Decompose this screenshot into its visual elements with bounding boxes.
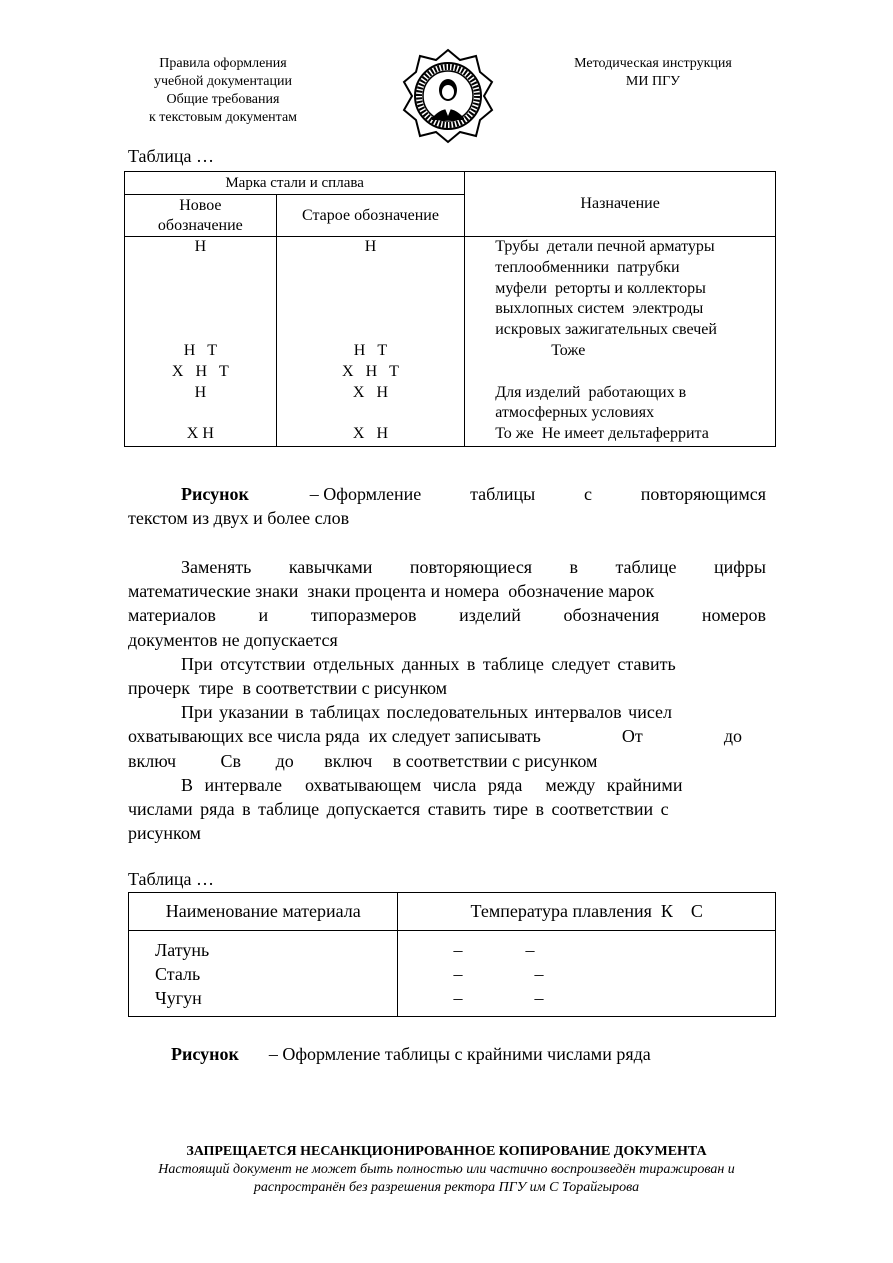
table1-caption: Таблица … xyxy=(128,146,214,166)
table-cell-line: выхлопных систем электроды xyxy=(495,300,704,318)
figure-label: Рисунок xyxy=(171,1044,239,1064)
figure-word: таблицы xyxy=(470,484,536,504)
copy-note-line: Настоящий документ не может быть полностью или частично воспроизведён тиражирован и xyxy=(158,1162,735,1177)
header-left xyxy=(118,55,328,127)
word: охватывающих все числа ряда их следует записывать xyxy=(128,726,541,747)
figure-label: Рисунок xyxy=(181,484,249,504)
table-cell-line: Н xyxy=(364,238,377,255)
copy-warning: ЗАПРЕЩАЕТСЯ НЕСАНКЦИОНИРОВАННОЕ КОПИРОВАНИЕ ДОКУМЕНТА xyxy=(186,1144,707,1159)
table-cell-line: искровых зажигательных свечей xyxy=(495,321,717,339)
paragraph-line: прочерк тире в соответствии с рисунком xyxy=(128,678,448,699)
word: номеров xyxy=(701,605,766,626)
table-cell-line: муфели реторты и коллекторы xyxy=(495,279,706,297)
word: до xyxy=(723,726,742,747)
header-left-line: учебной документации xyxy=(154,74,292,89)
header-right xyxy=(548,55,758,91)
figure-word: повторяющимся xyxy=(640,484,766,504)
col-new-header xyxy=(125,195,277,237)
table-cell-line xyxy=(277,258,465,279)
table-cell-line: То же Не имеет дельтаферрита xyxy=(495,425,709,443)
table-cell-line: Х Н xyxy=(352,425,389,443)
table-cell-line xyxy=(277,320,465,341)
word: Заменять xyxy=(181,557,252,577)
col-material-header: Наименование материала xyxy=(129,893,398,931)
table-cell-line: Н xyxy=(194,238,207,255)
header-right-line: Методическая инструкция xyxy=(574,56,732,71)
paragraph-line xyxy=(128,603,766,627)
table-cell-line: Х Н Т xyxy=(171,362,229,380)
paragraph-line: документов не допускается xyxy=(128,629,338,650)
table-cell-line: Х Н xyxy=(186,425,214,443)
table-cell-line xyxy=(277,279,465,300)
temperature-range: – – xyxy=(453,988,544,1008)
figure2-caption xyxy=(171,1042,651,1066)
figure-word: с xyxy=(584,484,592,504)
word: От xyxy=(621,726,643,747)
paragraph-line: рисунком xyxy=(128,823,201,844)
table-cell-line: Х Н xyxy=(352,383,389,401)
material-name: Чугун xyxy=(155,988,202,1008)
col-purpose-header: Назначение xyxy=(465,172,776,237)
melting-temperature-table xyxy=(128,892,776,1017)
table-cell-line: теплообменники патрубки xyxy=(495,258,680,276)
paragraph-line xyxy=(128,749,766,773)
temperature-range: – – xyxy=(453,940,535,960)
word: повторяющиеся xyxy=(409,557,533,577)
table-cell-line: Трубы детали печной арматуры xyxy=(495,238,715,255)
word: Св xyxy=(220,750,242,771)
table-cell-line xyxy=(125,320,276,341)
word: включ xyxy=(128,750,177,771)
word: типоразмеров xyxy=(310,605,417,626)
figure-text: – Оформление таблицы с крайними числами ряда xyxy=(268,1044,651,1064)
paragraph-line: При отсутствии отдельных данных в таблице следует ставить xyxy=(181,653,676,674)
footer xyxy=(100,1143,793,1197)
word: кавычками xyxy=(288,557,373,577)
university-seal-logo xyxy=(402,48,494,144)
old-designations-cell xyxy=(276,237,465,447)
header-left-line: Правила оформления xyxy=(159,56,287,71)
temperature-range: – – xyxy=(453,964,544,984)
copy-note-line: распространён без разрешения ректора ПГУ им С Торайгырова xyxy=(253,1180,640,1195)
table-cell-line: атмосферных условиях xyxy=(495,404,655,422)
material-name: Сталь xyxy=(155,964,201,984)
table-cell-line xyxy=(125,299,276,320)
table-cell-line xyxy=(125,403,276,424)
word: и xyxy=(258,605,269,626)
word: цифры xyxy=(713,557,766,577)
purpose-cell xyxy=(465,237,776,447)
new-designations-cell xyxy=(125,237,277,447)
paragraph-line: математические знаки знаки процента и номера обозначение марок xyxy=(128,581,655,602)
table-cell-line xyxy=(125,279,276,300)
word: материалов xyxy=(128,605,216,626)
figure-text-line: текстом из двух и более слов xyxy=(128,508,350,529)
header-left-line: к текстовым документам xyxy=(148,110,298,125)
paragraph-line: При указании в таблицах последовательных интервалов чисел xyxy=(181,702,673,723)
header-right-line: МИ ПГУ xyxy=(625,74,681,89)
figure-word: – Оформление xyxy=(309,484,422,504)
table-cell-line: Н Т xyxy=(183,341,218,359)
materials-cell xyxy=(129,931,398,1017)
group-header: Марка стали и сплава xyxy=(125,172,465,195)
paragraph-line xyxy=(128,724,766,748)
word: в соответствии с рисунком xyxy=(392,750,598,771)
paragraph-line xyxy=(128,555,766,579)
table-cell-line: Н Т xyxy=(353,341,388,359)
body-text xyxy=(128,555,766,845)
figure1-caption xyxy=(128,482,766,530)
word: таблице xyxy=(615,557,677,577)
word: до xyxy=(275,750,294,771)
paragraph-line: числами ряда в таблице допускается ставить тире в соответствии с xyxy=(128,799,669,820)
col-temperature-header: Температура плавления К С xyxy=(398,893,776,931)
steel-grades-table xyxy=(124,171,776,447)
table-cell-line: Х Н Т xyxy=(342,362,399,380)
col-new-header-line: обозначение xyxy=(157,216,243,234)
word: изделий xyxy=(459,605,521,626)
word: включ xyxy=(324,750,373,771)
table-cell-line: Н xyxy=(194,383,207,401)
table2-caption: Таблица … xyxy=(128,869,214,889)
table-cell-line xyxy=(277,403,465,424)
col-new-header-line: Новое xyxy=(179,196,222,214)
word: обозначения xyxy=(563,605,660,626)
table-cell-line xyxy=(125,258,276,279)
paragraph-line: В интервале охватывающем числа ряда между крайними xyxy=(181,774,683,795)
word: в xyxy=(569,557,579,577)
table-cell-line: Для изделий работающих в xyxy=(495,383,687,401)
temperatures-cell xyxy=(398,931,776,1017)
table-cell-line: Тоже xyxy=(495,341,586,359)
header-left-line: Общие требования xyxy=(166,92,280,107)
material-name: Латунь xyxy=(155,940,210,960)
table-cell-line xyxy=(465,362,775,383)
col-old-header: Старое обозначение xyxy=(276,195,465,237)
table-cell-line xyxy=(277,299,465,320)
